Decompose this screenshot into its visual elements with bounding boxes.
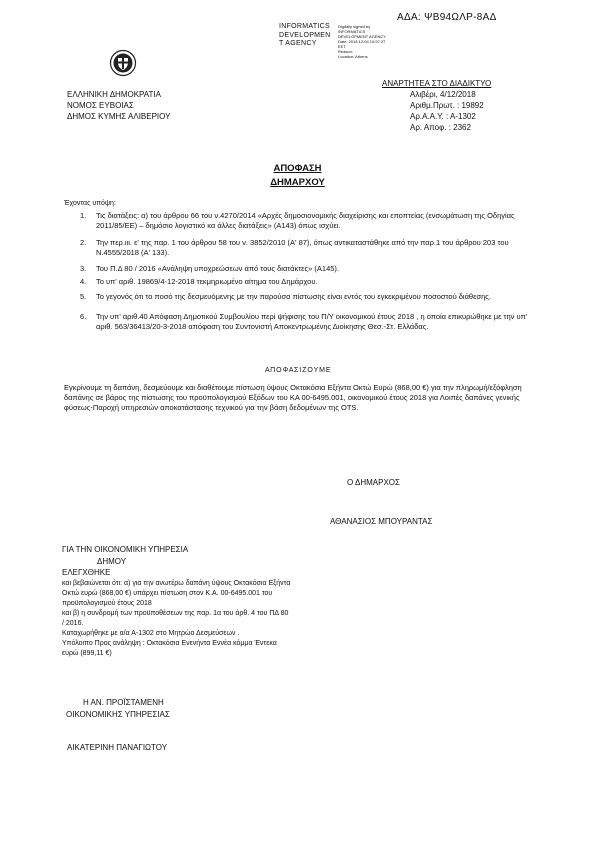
item-text: Την περ.ιιι. ε' της παρ. 1 του άρθρου 58 του ν. 3852/2010 (Α' 87), όπως αντικαταστάθηκε από την παρ.1 του άρθρου 203 του Ν.4555/2018 (Α' 133).	[96, 238, 509, 257]
signature-line: EET	[338, 44, 346, 49]
protocol-number: Αριθμ.Πρωτ. : 19892	[410, 101, 484, 110]
decision-number: Αρ. Αποφ. : 2362	[410, 123, 471, 132]
certification-line: Καταχωρήθηκε με α/α Α-1302 στο Μητρώο Δεσμεύσεων .	[62, 630, 240, 637]
item-number: 5.	[80, 292, 87, 301]
document-title: ΑΠΟΦΑΣΗ	[273, 163, 322, 174]
digital-signature-block	[279, 23, 386, 59]
certification-line: και βεβαιώνεται ότι: α) για την ανωτέρω δαπάνη ύψους Οκτακόσια Εξήντα	[62, 580, 291, 587]
date-line: Αλιβέρι, 4/12/2018	[410, 90, 476, 99]
signature-line: INFORMATICS	[338, 29, 366, 34]
certification-line: Υπόλοιπο Προς ανάληψη : Οκτακόσια Ενενήντα Εννέα κόμμα Έντεκα	[62, 640, 277, 647]
signer-name-line: INFORMATICS	[279, 23, 331, 30]
item-number: 4.	[80, 277, 87, 286]
issuer-header	[67, 89, 170, 122]
greek-emblem-icon	[109, 49, 137, 77]
certification-line: προϋπολογισμού έτους 2018	[62, 600, 152, 607]
aay-number: Αρ.Α.Α.Υ. : Α-1302	[410, 112, 476, 121]
signature-line: Reason:	[338, 49, 353, 54]
certification-line: ευρώ (899,11 €)	[62, 650, 112, 657]
finance-heading-municipality: ΔΗΜΟΥ	[97, 557, 127, 566]
finance-certification	[62, 579, 362, 658]
signature-line: Digitally signed by	[338, 24, 371, 29]
mayor-name: ΑΘΑΝΑΣΙΟΣ ΜΠΟΥΡΑΝΤΑΣ	[330, 517, 433, 526]
document-meta	[382, 78, 491, 133]
item-number: 1.	[80, 211, 87, 220]
item-text: Το γεγονός ότι το ποσό της δεσμευόμενης με την παρούσα πίστωσης είναι εντός του εγκεκριμένου ποσοστού διάθεσης.	[96, 292, 491, 301]
municipality-line: ΔΗΜΟΣ ΚΥΜΗΣ ΑΛΙΒΕΡΙΟΥ	[67, 112, 171, 121]
signer-name-line: DEVELOPMEN	[279, 31, 331, 39]
certification-line: Οκτώ ευρώ (868,00 €) υπάρχει πίστωση στον Κ.Α. 00-6495.001 του	[62, 590, 273, 597]
item-text: Του Π.Δ 80 / 2016 «Ανάληψη υποχρεώσεων από τους διατάκτες» (Α145).	[96, 264, 339, 273]
head-of-finance-name: ΑΙΚΑΤΕΡΙΝΗ ΠΑΝΑΓΙΩΤΟΥ	[67, 743, 168, 752]
mayor-role: Ο ΔΗΜΑΡΧΟΣ	[347, 478, 400, 487]
head-of-finance-department: ΟΙΚΟΝΟΜΙΚΗΣ ΥΠΗΡΕΣΙΑΣ	[66, 710, 170, 719]
prefecture-line: ΝΟΜΟΣ ΕΥΒΟΙΑΣ	[67, 101, 134, 110]
certification-line: και β) η συνδρομή των προϋποθέσεων της παρ. 1α του άρθ. 4 του ΠΔ 80	[62, 610, 289, 617]
posting-notice: ΑΝΑΡΤΗΤΕΑ ΣΤΟ ΔΙΑΔΙΚΤΥΟ	[382, 79, 492, 88]
item-text: Την υπ' αριθ.40 Απόφαση Δημοτικού Συμβουλίου περί ψήφισης του Π/Υ οικονομικού έτους 2018 , η οποία επικυρώθηκε με την υπ' αριθ. 563/36413/20-3-2018 απόφαση του Συντονιστή Αποκεντρωμένης Διοίκησης Θεσ.-Στ. Ελλάδας.	[96, 312, 528, 331]
decision-text: Εγκρίνουμε τη δαπάνη, δεσμεύουμε και διαθέτουμε πίστωση ύψους Οκτακόσια Εξήντα Οκτώ Ευρώ (868,00 €) για την πληρωμή/εξόφληση δαπάνης σε βάρος της πίστωσης του προϋπολογισμού Εξόδων του ΚΑ 00-6495.001, οικονομικού έτους 2018 για Λοιπές δαπάνες γενικής φύσεως-Παροχή υπηρεσιών αποκατάστασης τεχνικού για την βάση δεδομένων της OTS.	[64, 383, 522, 412]
signature-line: DEVELOPMENT AGENCY	[338, 34, 386, 39]
signature-details	[338, 24, 408, 59]
finance-heading: ΓΙΑ ΤΗΝ ΟΙΚΟΝΟΜΙΚΗ ΥΠΗΡΕΣΙΑ	[62, 545, 189, 554]
document-subtitle: ΔΗΜΑΡΧΟΥ	[270, 177, 325, 188]
head-of-finance-role: Η ΑΝ. ΠΡΟΪΣΤΑΜΕΝΗ	[83, 698, 164, 707]
country-line: ΕΛΛΗΝΙΚΗ ΔΗΜΟΚΡΑΤΙΑ	[67, 90, 161, 99]
item-text: Τις διατάξεις: α) του άρθρου 66 του ν.4270/2014 «Αρχές δημοσιονομικής διαχείρισης και εποπτείας (ενσωμάτωση της Οδηγίας 2011/85/ΕΕ) – δημόσιο λογιστικό κα άλλες διατάξεις» (Α143) όπως ισχύει.	[96, 211, 515, 230]
item-number: 2.	[80, 238, 87, 247]
signer-name-line: T AGENCY	[279, 40, 317, 47]
signer-name	[279, 23, 331, 49]
signature-line: Location: Athens	[338, 54, 368, 59]
item-text: Το υπ' αριθ. 19869/4-12-2018 τεκμηριωμένο αίτημα του Δημάρχου.	[96, 277, 318, 286]
signature-line: Date: 2018.12.04 10:57:27	[338, 39, 386, 44]
item-number: 3.	[80, 264, 87, 273]
ada-code: ΑΔΑ: ΨΒ94ΩΛΡ-8ΑΔ	[397, 12, 497, 23]
checked-stamp: ΕΛΕΓΧΘΗΚΕ	[62, 568, 111, 577]
certification-line: / 2016.	[62, 620, 84, 627]
item-number: 6.	[80, 312, 87, 321]
considerations-intro: Έχοντας υπόψη:	[64, 200, 116, 207]
decision-heading: Α Π Ο Φ Α Σ Ι Ζ Ο Υ Μ Ε	[264, 367, 331, 374]
